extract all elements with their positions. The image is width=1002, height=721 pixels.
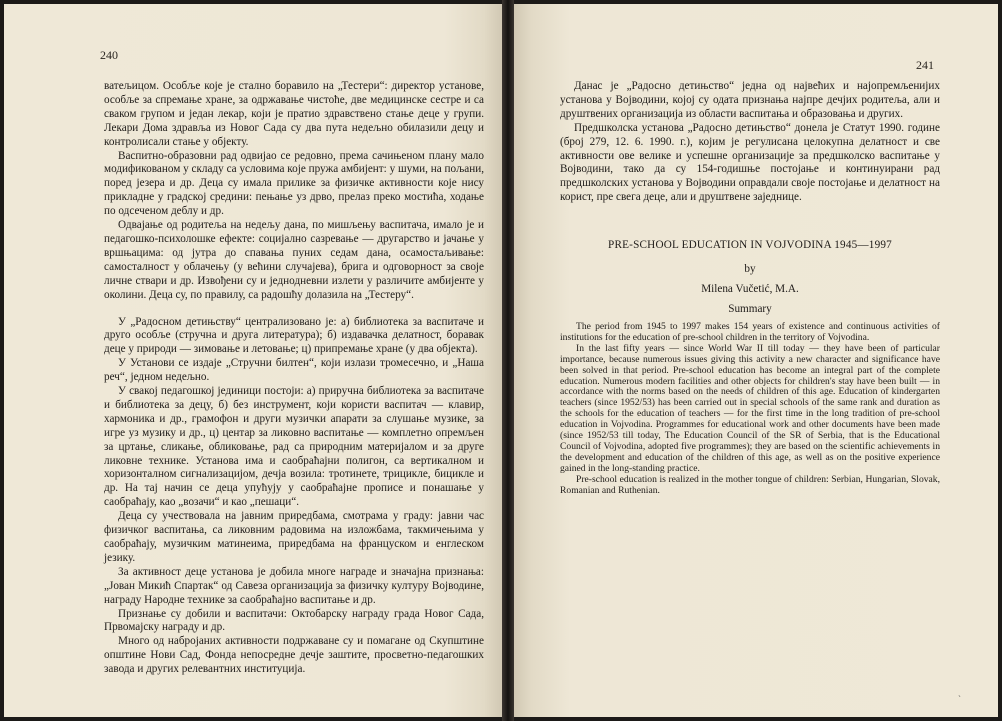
paragraph: Предшколска установа „Радосно детињство“ донела је Статут 1990. године (број 279, 12. 6. 1990. г.), којим је регулисана целокупна делатност и све активности ове велике и успешне организације за предшколско васпитање у Војводини, тако да су 154-годишње постојање и континуирани рад предшколских установа у Војводини оправдали своје постојање и делатност на корист, пре свега деце, али и друштвене заједнице. (560, 121, 940, 204)
summary-heading: Summary (728, 303, 772, 315)
summary-by: by (744, 263, 756, 275)
right-page-body (560, 80, 940, 205)
paragraph: ватељицом. Особље које је стално боравило на „Тестери“: директор установе, особље за спремање хране, за одржавање чистоће, две медицинске сестре и са сваком групом и један лекар, који је пратио здравствено стање деце у групи. Лекари Дома здравља из Новог Сада су два пута недељно обилазили децу и контролисали стање у објекту. (104, 80, 484, 148)
paragraph: Признање су добили и васпитачи: Октобарску награду града Новог Сада, Првомајску награду и др. (104, 607, 484, 634)
paragraph: За активност деце установа је добила многе награде и значајна признања: „Јован Микић Спартак“ од Савеза организација за физичку културу Војводине, награду Народне технике за саобраћајно васпитање и др. (104, 565, 484, 606)
right-page-number: 241 (916, 58, 934, 72)
paragraph: У Установи се издаје „Стручни билтен“, који излази тромесечно, и „Наша реч“, једном недељно. (104, 357, 484, 384)
summary-paragraph: The period from 1945 to 1997 makes 154 years of existence and continuous activities of institutions for the education of pre-school children in the territory of Vojvodina. (560, 321, 940, 343)
summary-paragraph: In the last fifty years — since World War II till today — they have been of particular importance, because numerous issues giving this activity a new character and significance have been solved in that period. Pre-school education has become an integral part of the complete education. Numerous modern facilities and other objects for children's stay have been built — in accordance with the norms based on the needs of children of this age. Education of kindergarten teachers (since 1952/53) has been carried out in special schools of the same rank and duration as the schools for the education of teachers — for the first time in the long tradition of pre-school education in Vojvodina. Programmes for educational work and other documents have been made (since 1952/53 till today, The Education Council of the SR of Serbia, that is the Educational Council of Vojvodina, adopted five programmes); they are based on the scientific achievements in the development and education of the children of this age, as well as on the positive experience gained in the long-standing practice. (560, 342, 940, 474)
paragraph: Данас је „Радосно детињство“ једна од највећих и најопремљенијих установа у Војводини, којој су одата признања најпре дечјих родитеља, али и друштвених организација из области васпитања и образовања и других. (560, 80, 940, 120)
paragraph: Одвајање од родитеља на недељу дана, по мишљењу васпитача, имало је и педагошко-психолошке ефекте: социјално сазревање — другарство и јачање у вршњацима: од јутра до спавања пуних седам дана, осамостаљивање: самосталност у облачењу (у већини случајева), брига и одговорност за своје личне ствари и др. Извођени су и једнодневни излети у различите амбијенте у околини. Деца су, по правилу, са радошћу долазила на „Тестеру“. (104, 219, 484, 301)
paragraph: Много од набројаних активности подржаване су и помагане од Скупштине општине Нови Сад, Фонда непосредне дечје заштите, просветно-педагошких завода и других релевантних институција. (104, 635, 484, 676)
summary-paragraph: Pre-school education is realized in the mother tongue of children: Serbian, Hungarian, Slovak, Romanian and Ruthenian. (560, 473, 940, 496)
paragraph: Васпитно-образовни рад одвијао се редовно, према сачињеном плану мало модификованом у складу са условима које пружа амбијент: у шуми, на пољани, поред језера и др. Деца су имала прилике за физичке активности које нису прикладне у градској средини: пењање уз дрво, прелаз преко мостића, ходање по одсеченом деблу и др. (104, 149, 484, 218)
book-gutter (502, 0, 514, 721)
paragraph: У свакој педагошкој јединици постоји: а) приручна библиотека за васпитаче и библиотека за децу, б) без инструмент, који користи васпитач — клавир, хармоника и др., грамофон и други музички апарати за слушање музике, за игре уз музику и др., ц) центар за ликовно васпитање — комплетно опремљен за цртање, сликање, обликовање, рад са природним материјалом и за друге ликовне технике. Установа има и саобраћајни полигон, са вертикалном и хоризонталном сигнализацијом, дечја возила: тротинете, трицикле, бицикле и др. На тај начин се деца упућују у саобраћајне прописе и понашање у саобраћају, као „возачи“ и као „пешаци“. (104, 385, 484, 509)
summary-body (560, 322, 940, 497)
summary-title: PRE-SCHOOL EDUCATION IN VOJVODINA 1945—1997 (608, 239, 892, 251)
left-page-body (104, 80, 484, 677)
paragraph: У „Радосном детињству“ централизовано је: а) библиотека за васпитаче и друго особље (стручна и друга литература); б) издавачка делатност, боравак деце у природи — зимовање и летовање; ц) припремање хране (у два објекта). (104, 315, 484, 356)
left-page-number: 240 (100, 48, 118, 62)
page-corner-mark: ˋ (958, 694, 961, 704)
paragraph: Деца су учествовала на јавним приредбама, смотрама у граду: јавни час физичког васпитања, са ликовним радовима на изложбама, такмичењима у саобраћају, музичким матинеима, приредбама на француском и енглеском језику. (104, 510, 484, 564)
summary-author: Milena Vučetić, M.A. (701, 283, 799, 295)
